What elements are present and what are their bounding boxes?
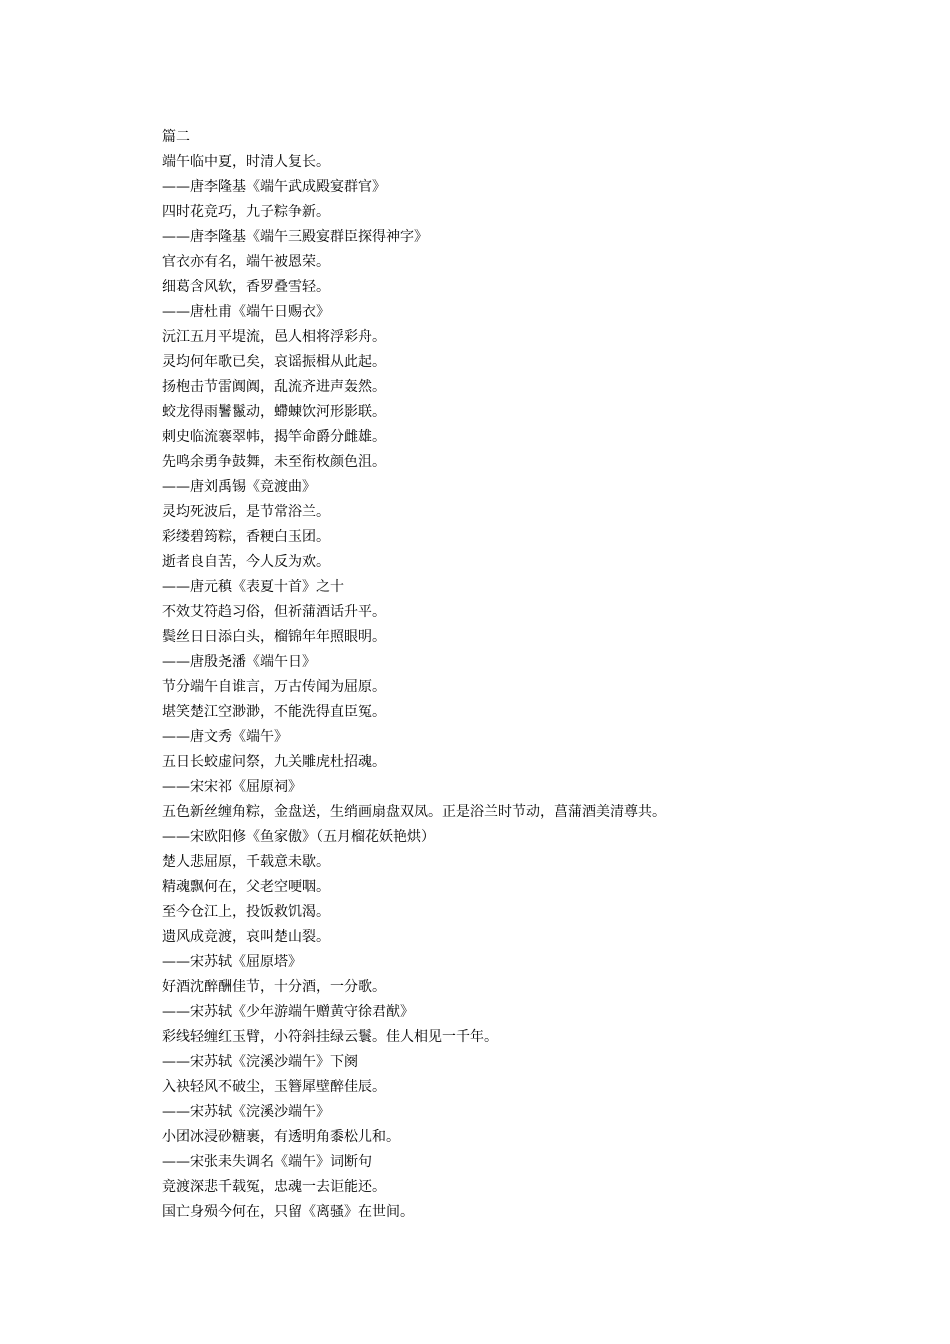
poem-line: 节分端午自谁言，万古传闻为屈原。 <box>162 679 386 695</box>
poem-attribution: ——唐李隆基《端午武成殿宴群官》 <box>162 179 386 195</box>
poem-line: 灵均何年歌已矣，哀谣振楫从此起。 <box>162 354 386 370</box>
poem-line: 端午临中夏，时清人复长。 <box>162 154 330 170</box>
poem-line: 鬓丝日日添白头，榴锦年年照眼明。 <box>162 629 386 645</box>
poem-line: 至今仓江上，投饭救饥渴。 <box>162 904 330 920</box>
poem-line: 入袂轻风不破尘，玉簪犀壁醉佳辰。 <box>162 1079 386 1095</box>
poem-attribution: ——唐文秀《端午》 <box>162 729 288 745</box>
poem-line: 不效艾符趋习俗，但祈蒲酒话升平。 <box>162 604 386 620</box>
poem-line: 竞渡深悲千载冤，忠魂一去讵能还。 <box>162 1179 386 1195</box>
poem-attribution: ——宋张耒失调名《端午》词断句 <box>162 1154 372 1170</box>
poem-line: 四时花竞巧，九子粽争新。 <box>162 204 330 220</box>
poem-line: 遗风成竞渡，哀叫楚山裂。 <box>162 929 330 945</box>
poem-line: 五色新丝缠角粽，金盘送，生绡画扇盘双凤。正是浴兰时节动，菖蒲酒美清尊共。 <box>162 804 666 820</box>
poem-line: 五日长蛟虚问祭，九关雕虎杜招魂。 <box>162 754 386 770</box>
poem-attribution: ——唐李隆基《端午三殿宴群臣探得神字》 <box>162 229 428 245</box>
poem-line: 蛟龙得雨鬐鬣动，螮蝀饮河形影联。 <box>162 404 386 420</box>
section-heading: 篇二 <box>162 129 190 145</box>
poem-attribution: ——宋苏轼《浣溪沙端午》 <box>162 1104 330 1120</box>
poem-line: 好酒沈醉酬佳节，十分酒，一分歌。 <box>162 979 386 995</box>
document-body <box>162 125 922 1225</box>
poem-line: 先鸣余勇争鼓舞，未至衔枚颜色沮。 <box>162 454 386 470</box>
poem-attribution: ——唐刘禹锡《竞渡曲》 <box>162 479 316 495</box>
poem-attribution: ——宋宋祁《屈原祠》 <box>162 779 302 795</box>
poem-line: 细葛含风软，香罗叠雪轻。 <box>162 279 330 295</box>
poem-attribution: ——唐杜甫《端午日赐衣》 <box>162 304 330 320</box>
poem-line: 官衣亦有名，端午被恩荣。 <box>162 254 330 270</box>
poem-attribution: ——唐元稹《表夏十首》之十 <box>162 579 344 595</box>
poem-attribution: ——宋苏轼《浣溪沙端午》下阕 <box>162 1054 358 1070</box>
poem-line: 扬枹击节雷阗阗，乱流齐进声轰然。 <box>162 379 386 395</box>
poem-line: 刺史临流褰翠帏，揭竿命爵分雌雄。 <box>162 429 386 445</box>
poem-line: 堪笑楚江空渺渺，不能洗得直臣冤。 <box>162 704 386 720</box>
poem-attribution: ——宋欧阳修《鱼家傲》（五月榴花妖艳烘） <box>162 829 435 845</box>
poem-line: 灵均死波后，是节常浴兰。 <box>162 504 330 520</box>
poem-line: 彩线轻缠红玉臂，小符斜挂绿云鬟。佳人相见一千年。 <box>162 1029 498 1045</box>
poem-line: 逝者良自苦，今人反为欢。 <box>162 554 330 570</box>
poem-line: 沅江五月平堤流，邑人相将浮彩舟。 <box>162 329 386 345</box>
poem-line: 楚人悲屈原，千载意未歇。 <box>162 854 330 870</box>
poem-attribution: ——宋苏轼《少年游端午赠黄守徐君猷》 <box>162 1004 414 1020</box>
poem-line: 精魂飘何在，父老空哽咽。 <box>162 879 330 895</box>
poem-attribution: ——唐殷尧潘《端午日》 <box>162 654 316 670</box>
poem-line: 彩缕碧筠粽，香粳白玉团。 <box>162 529 330 545</box>
poem-line: 国亡身殒今何在，只留《离骚》在世间。 <box>162 1204 414 1220</box>
poem-attribution: ——宋苏轼《屈原塔》 <box>162 954 302 970</box>
poem-line: 小团冰浸砂糖裹，有透明角黍松儿和。 <box>162 1129 400 1145</box>
